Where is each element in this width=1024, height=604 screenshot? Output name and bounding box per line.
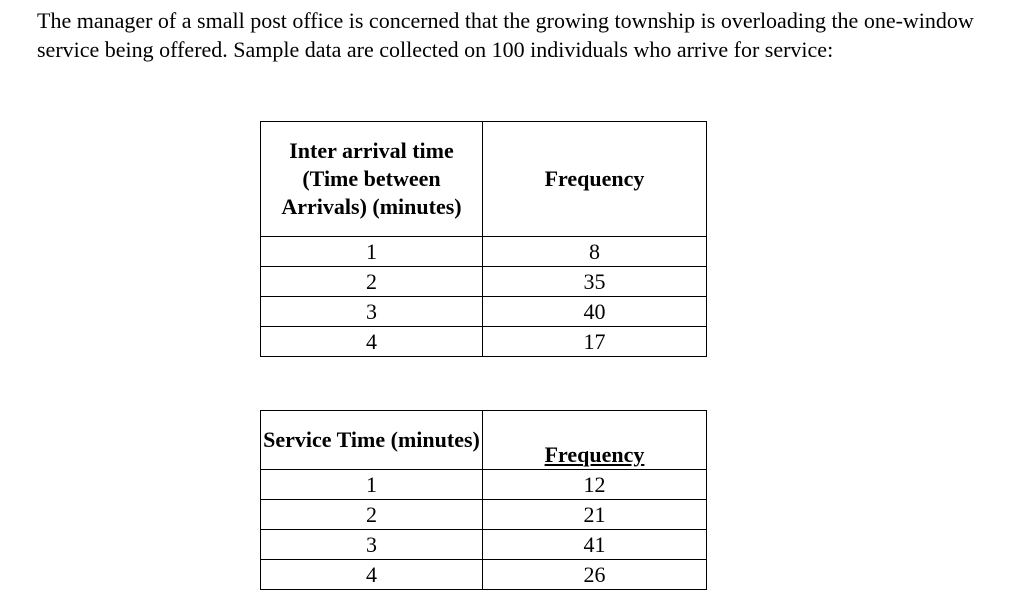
- inter-arrival-frequency-table: [260, 121, 707, 357]
- service-minutes-cell: 1: [261, 470, 483, 500]
- table-row: [261, 500, 707, 530]
- service-minutes-cell: 2: [261, 500, 483, 530]
- inter-arrival-time-header: Inter arrival time (Time between Arrivals) (minutes): [261, 122, 483, 237]
- table-header-row: [261, 411, 707, 470]
- frequency-cell: 21: [483, 500, 707, 530]
- problem-statement: The manager of a small post office is concerned that the growing township is overloading the one-window service being offered. Sample data are collected on 100 individuals who arrive for service:: [37, 8, 974, 62]
- frequency-header: Frequency: [483, 122, 707, 237]
- table-row: [261, 267, 707, 297]
- frequency-cell: 8: [483, 237, 707, 267]
- inter-arrival-minutes-cell: 4: [261, 327, 483, 357]
- frequency-cell: 41: [483, 530, 707, 560]
- service-time-header: Service Time (minutes): [261, 411, 483, 470]
- inter-arrival-minutes-cell: 2: [261, 267, 483, 297]
- service-time-frequency-table: [260, 410, 707, 590]
- frequency-cell: 17: [483, 327, 707, 357]
- table-row: [261, 327, 707, 357]
- frequency-cell: 12: [483, 470, 707, 500]
- frequency-cell: 40: [483, 297, 707, 327]
- inter-arrival-minutes-cell: 1: [261, 237, 483, 267]
- frequency-cell: 35: [483, 267, 707, 297]
- service-minutes-cell: 3: [261, 530, 483, 560]
- table-header-row: [261, 122, 707, 237]
- table-row: [261, 560, 707, 590]
- table-row: [261, 237, 707, 267]
- table-row: [261, 297, 707, 327]
- table-row: [261, 530, 707, 560]
- table-row: [261, 470, 707, 500]
- frequency-header: Frequency: [483, 411, 707, 470]
- service-minutes-cell: 4: [261, 560, 483, 590]
- frequency-cell: 26: [483, 560, 707, 590]
- inter-arrival-minutes-cell: 3: [261, 297, 483, 327]
